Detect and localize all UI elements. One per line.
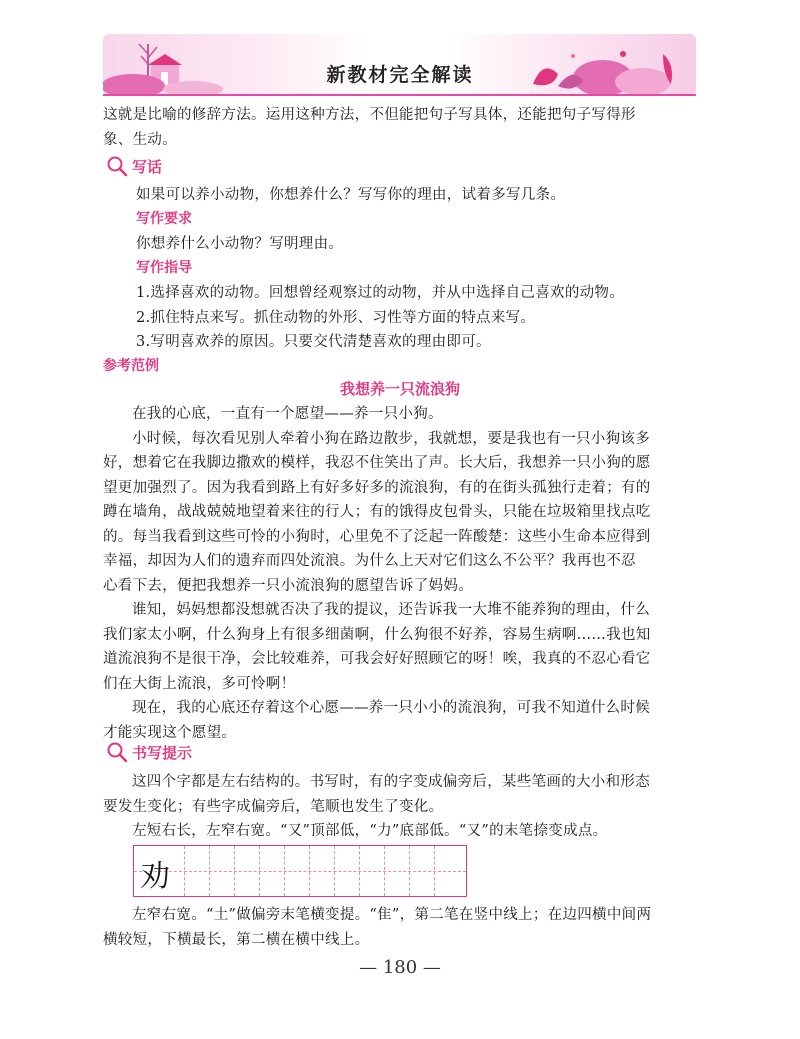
essay-line: 小时候，每次看见别人牵着小狗在路边散步，我就想，要是我也有一只小狗该多 [132,430,650,447]
calligraphy-intro [103,770,703,844]
essay-paragraph-4 [103,696,703,745]
grid-divider [234,846,235,896]
calligraphy-line: 这四个字都是左右结构的。书写时，有的字变成偏旁后，某些笔画的大小和形态 [132,774,650,790]
guide-item: 1.选择喜欢的动物。回想曾经观察过的动物，并从中选择自己喜欢的动物。 [136,285,625,301]
writing-heading [106,155,162,177]
page-number: — 180 — [359,957,441,978]
essay-paragraph-2 [103,427,703,599]
bush-right-2 [615,68,671,96]
essay-line: 幸福，却因为人们的遗弃而四处流浪。为什么上天对它们这么不公平？我再也不忍 [103,553,636,569]
intro-text [103,103,703,152]
essay-line: 心看下去，便把我想养一只小流浪狗的愿望告诉了妈妈。 [103,577,473,594]
calligraphy-heading-label: 书写提示 [132,743,193,762]
calligraphy-heading [106,741,192,763]
grid-divider [309,846,310,896]
writing-prompt: 如果可以养小动物，你想养什么？写写你的理由，试着多写几条。 [136,187,566,203]
essay-line: 才能实现这个愿望。 [103,724,237,741]
sample-essay [103,402,703,745]
essay-line: 望更加强烈了。因为我看到路上有好多好多的流浪狗，有的在街头孤独行走着；有的 [103,479,651,496]
dot-icon-2 [571,54,575,58]
essay-line: 们在大街上流浪，多可怜啊！ [103,675,296,692]
guide-list [136,281,716,355]
writing-heading-label: 写话 [132,157,163,176]
calligraphy-line: 左窄右宽。“土”做偏旁末笔横变提。“隹”，第二笔在竖中线上；在边四横中间两 [132,907,652,923]
grid-sample-character: 劝 [140,859,170,894]
essay-line: 我们家太小啊，什么狗身上有很多细菌啊，什么狗很不好养，容易生病啊……我也知 [103,626,651,643]
guide-item: 2.抓住特点来写。抓住动物的外形、习性等方面的特点来写。 [136,309,536,326]
essay-paragraph-1: 在我的心底，一直有一个愿望——养一只小狗。 [132,406,443,422]
intro-line-2: 象、生动。 [103,131,177,148]
grid-divider [209,846,210,896]
header-divider [103,94,696,96]
essay-line: 现在，我的心底还存着这个心愿——养一只小小的流浪狗，可我不知道什么时候 [132,700,650,716]
requirement-label: 写作要求 [136,211,192,227]
grid-divider [384,846,385,896]
grid-divider [184,846,185,896]
essay-line: 谁知，妈妈想都没想就否决了我的提议，还告诉我一大堆不能养狗的理由，什么 [132,602,650,618]
grid-divider [334,846,335,896]
essay-line: 的。每当我看到这些可怜的小狗时，心里免不了泛起一阵酸楚：这些小生命本应得到 [103,528,651,545]
leaf-icon [533,68,558,85]
requirement-text: 你想养什么小动物？写明理由。 [136,236,344,252]
essay-paragraph-3 [103,598,703,696]
magnifier-icon [106,155,128,177]
grid-divider [434,846,435,896]
calligraphy-line: 左短右长，左窄右宽。“又”顶部低，“力”底部低。“又”的末笔捺变成点。 [132,823,608,839]
essay-line: 好，想着它在我脚边撒欢的模样，我忍不住笑出了声。长大后，我想养一只小狗的愿 [103,455,651,471]
sample-label: 参考范例 [103,358,159,374]
guide-item: 3.写明喜欢养的原因。只要交代清楚喜欢的理由即可。 [136,334,491,350]
sample-title: 我想养一只流浪狗 [339,380,460,398]
dot-icon [620,51,626,57]
intro-line-1: 这就是比喻的修辞方法。运用这种方法，不但能把句子写具体，还能把句子写得形 [103,107,636,123]
grid-divider [359,846,360,896]
essay-line: 蹲在墙角，战战兢兢地望着来往的行人；有的饿得皮包骨头，只能在垃圾箱里找点吃 [103,504,651,520]
calligraphy-line: 横较短，下横最长，第二横在横中线上。 [103,931,370,948]
calligraphy-line: 要发生变化；有些字成偏旁后，笔顺也发生了变化。 [103,798,444,815]
magnifier-icon [106,741,128,763]
grid-divider [259,846,260,896]
practice-grid [133,845,467,897]
header-title: 新教材完全解读 [326,64,474,86]
guide-label: 写作指导 [136,260,192,276]
essay-line: 道流浪狗不是很干净，会比较难养，可我会好好照顾它的呀！唉，我真的不忍心看它 [103,651,651,667]
grid-divider [284,846,285,896]
grid-divider [409,846,410,896]
calligraphy-note [103,903,703,952]
